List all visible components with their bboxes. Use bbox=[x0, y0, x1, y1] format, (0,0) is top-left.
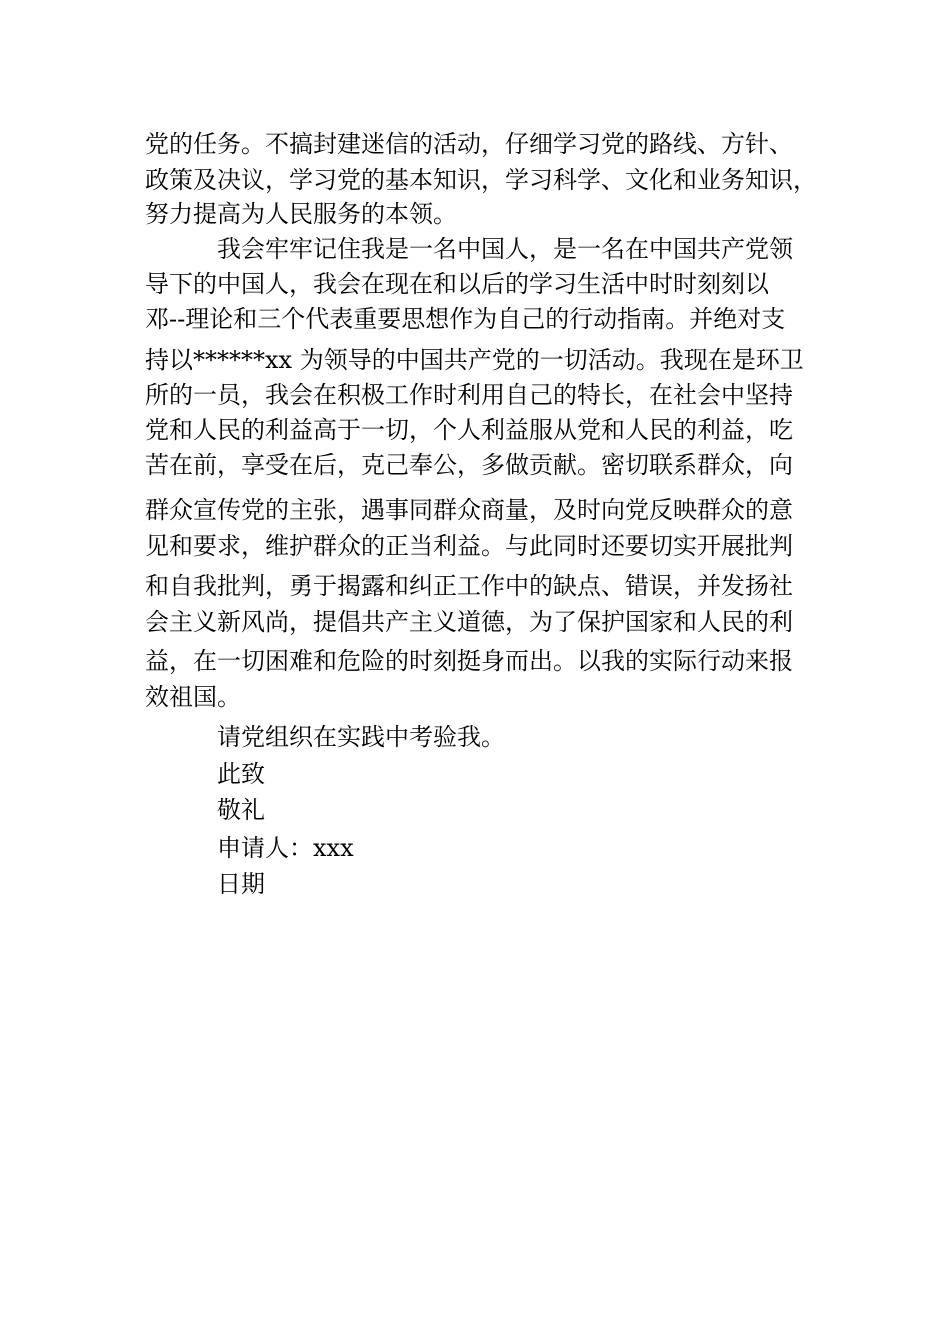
body-line-11: 群众宣传党的主张，遇事同群众商量，及时向党反映群众的意 bbox=[145, 496, 793, 524]
body-line-10: 苦在前，享受在后，克己奉公，多做贡献。密切联系群众，向 bbox=[145, 451, 793, 479]
date-label: 日期 bbox=[217, 870, 265, 898]
salutation-cizhi: 此致 bbox=[217, 760, 265, 788]
body-line-16: 效祖国。 bbox=[145, 683, 241, 711]
body-line-12: 见和要求，维护群众的正当利益。与此同时还要切实开展批判 bbox=[145, 532, 793, 560]
body-line-5: 导下的中国人，我会在现在和以后的学习生活中时时刻刻以 bbox=[145, 270, 769, 298]
body-line-1: 党的任务。不搞封建迷信的活动，仔细学习党的路线、方针、 bbox=[145, 130, 793, 158]
body-line-15: 益，在一切困难和危险的时刻挺身而出。以我的实际行动来报 bbox=[145, 647, 793, 675]
body-line-14: 会主义新风尚，提倡共产主义道德，为了保护国家和人民的利 bbox=[145, 608, 793, 636]
applicant-signature: 申请人：xxx bbox=[217, 834, 354, 862]
salutation-jingli: 敬礼 bbox=[217, 796, 265, 824]
body-line-8: 所的一员，我会在积极工作时利用自己的特长，在社会中坚持 bbox=[145, 381, 793, 409]
body-line-2: 政策及决议，学习党的基本知识，学习科学、文化和业务知识， bbox=[145, 166, 817, 194]
closing-request: 请党组织在实践中考验我。 bbox=[217, 723, 505, 751]
body-line-9: 党和人民的利益高于一切，个人利益服从党和人民的利益，吃 bbox=[145, 416, 793, 444]
body-line-13: 和自我批判，勇于揭露和纠正工作中的缺点、错误，并发扬社 bbox=[145, 572, 793, 600]
body-line-3: 努力提高为人民服务的本领。 bbox=[145, 200, 457, 228]
body-line-7: 持以******xx 为领导的中国共产党的一切活动。我现在是环卫 bbox=[145, 346, 804, 374]
paragraph-2-line-1: 我会牢牢记住我是一名中国人，是一名在中国共产党领 bbox=[217, 235, 793, 263]
body-line-6: 邓--理论和三个代表重要思想作为自己的行动指南。并绝对支 bbox=[145, 305, 786, 333]
